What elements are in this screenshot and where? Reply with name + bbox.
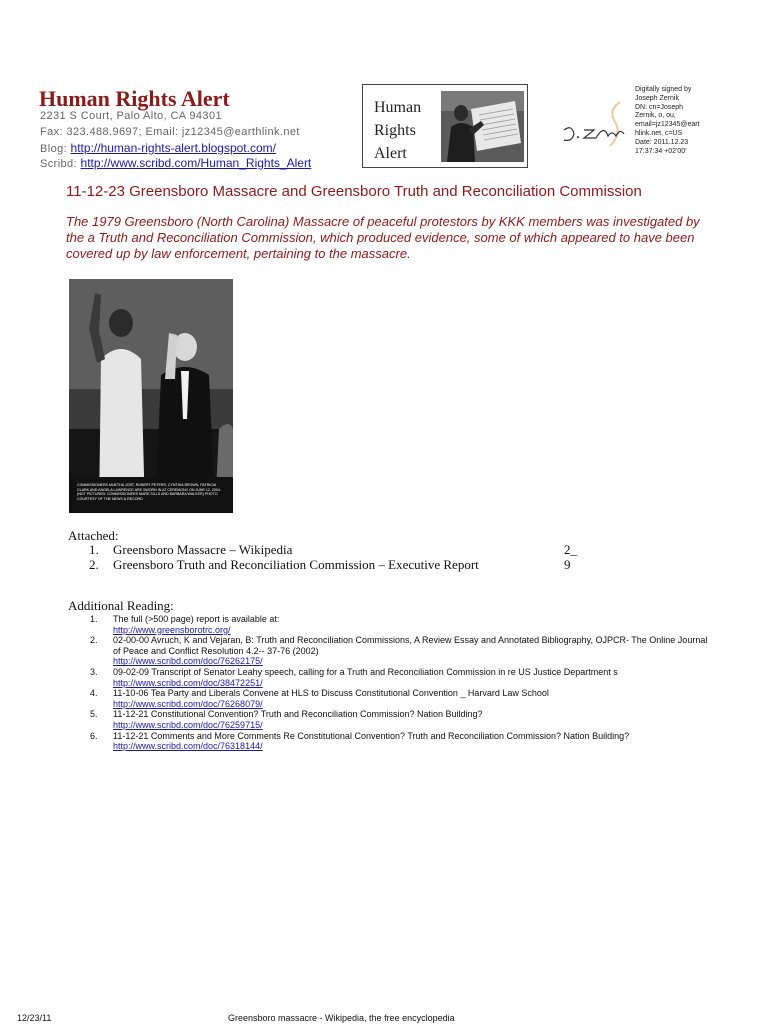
attached-item-number: 1.	[89, 542, 99, 557]
attached-item-number: 2.	[89, 557, 99, 572]
reading-item-number: 4.	[90, 688, 98, 699]
contact-address: 2231 S Court, Palo Alto, CA 94301	[40, 110, 222, 122]
signature-line: Date: 2011.12.23	[635, 138, 689, 146]
attached-item	[89, 557, 479, 573]
reading-item	[90, 709, 710, 730]
blog-link[interactable]: http://human-rights-alert.blogspot.com/	[70, 141, 276, 155]
attached-item-page: 2_	[564, 542, 577, 557]
reading-item	[90, 635, 710, 667]
blog-label: Blog:	[40, 143, 68, 155]
attached-heading: Attached:	[68, 528, 119, 543]
reading-item-link[interactable]: http://www.scribd.com/doc/76262175/	[113, 656, 263, 667]
reading-item-text: 11-12-21 Comments and More Comments Re Constitutional Convention? Truth and Reconciliation Commission? Nation Building?	[113, 730, 630, 741]
signature-details	[635, 86, 700, 156]
additional-reading-heading: Additional Reading:	[68, 598, 174, 613]
commission-photo	[69, 279, 233, 513]
reading-item	[90, 614, 710, 635]
logo	[362, 84, 528, 168]
signature-line: hlink.net, c=US	[635, 129, 683, 137]
reading-item-text: The full (>500 page) report is available at:	[113, 614, 280, 624]
contact-fax-email: Fax: 323.488.9697; Email: jz12345@earthlink.net	[40, 126, 300, 138]
reading-item-number: 6.	[90, 730, 98, 741]
scribd-link[interactable]: http://www.scribd.com/Human_Rights_Alert	[80, 156, 312, 170]
reading-item-text: 11-10-06 Tea Party and Liberals Convene at HLS to Discuss Constitutional Convention _ Harvard Law School	[113, 688, 549, 699]
reading-item-link[interactable]: http://www.greensborotrc.org/	[113, 624, 231, 635]
signature-line: Joseph Zernik	[635, 94, 679, 102]
reading-item-number: 2.	[90, 635, 98, 646]
signature-scribble	[560, 100, 640, 150]
reading-item	[90, 688, 710, 709]
reading-item-link[interactable]: http://www.scribd.com/doc/76318144/	[113, 741, 263, 752]
signature-line: 17:37:34 +02'00'	[635, 147, 687, 155]
signature-line: email=jz12345@eart	[635, 121, 700, 129]
reading-item-link[interactable]: http://www.scribd.com/doc/76268079/	[113, 698, 263, 709]
scribd-label: Scribd:	[40, 158, 78, 170]
reading-item-text: 11-12-21 Constitutional Convention? Truth and Reconciliation Commission? Nation Building?	[113, 709, 483, 720]
additional-reading-list	[90, 614, 710, 752]
attached-item-page: 9	[564, 557, 571, 572]
photo-caption: COMMISSIONERS MUKTHA JOST, ROBERT PETERS, CYNTHIA BROWN, PATRICIA CLARK AND ANGELA LAWRENCE ARE SWORN IN AT CEREMONY ON JUNE 12, 2004. (NOT PICTURED: COMMISSIONERS MARK SILLS AND BARBARA WALKER) PHOTO COURTESY OF THE NEWS & RECORD	[77, 483, 221, 501]
logo-photo	[441, 91, 524, 162]
logo-word-human: Human	[374, 99, 422, 116]
signature-line: Zernik, o, ou,	[635, 112, 676, 120]
document-heading: 11-12-23 Greensboro Massacre and Greensboro Truth and Reconciliation Commission	[66, 183, 642, 200]
reading-item	[90, 731, 710, 752]
attached-item	[89, 542, 292, 558]
digital-signature	[558, 86, 748, 170]
attached-item-title: Greensboro Massacre – Wikipedia	[113, 542, 293, 557]
reading-item-link[interactable]: http://www.scribd.com/doc/76259715/	[113, 719, 263, 730]
signature-line: DN: cn=Joseph	[635, 103, 684, 111]
attached-item-title: Greensboro Truth and Reconciliation Commission – Executive Report	[113, 557, 479, 572]
footer-date: 12/23/11	[17, 1013, 52, 1023]
reading-item-number: 5.	[90, 709, 98, 720]
contact-blog	[40, 141, 276, 155]
reading-item-link[interactable]: http://www.scribd.com/doc/38472251/	[113, 677, 263, 688]
logo-word-rights: Rights	[374, 122, 416, 139]
footer-title: Greensboro massacre - Wikipedia, the free encyclopedia	[228, 1013, 455, 1023]
reading-item-text: 02-00-00 Avruch, K and Vejaran, B: Truth and Reconciliation Commissions, A Review Essay and Annotated Bibliography, OJPCR- The Online Journal of Peace and Conflict Resolution 4.2-- 37-76 (2002)	[113, 635, 708, 656]
org-title: Human Rights Alert	[39, 86, 230, 111]
reading-item-number: 1.	[90, 614, 98, 624]
reading-item-text: 09-02-09 Transcript of Senator Leahy speech, calling for a Truth and Reconciliation Commission in re US Justice Department s	[113, 666, 618, 677]
reading-item	[90, 667, 710, 688]
contact-scribd	[40, 156, 311, 170]
document-summary: The 1979 Greensboro (North Carolina) Massacre of peaceful protestors by KKK members was investigated by the a Truth and Reconciliation Commission, which produced evidence, some of which appeared to have been covered up by law enforcement, pertaining to the massacre.	[66, 214, 700, 261]
signature-line: Digitally signed by	[635, 86, 692, 93]
logo-word-alert: Alert	[374, 145, 407, 162]
reading-item-number: 3.	[90, 666, 98, 677]
